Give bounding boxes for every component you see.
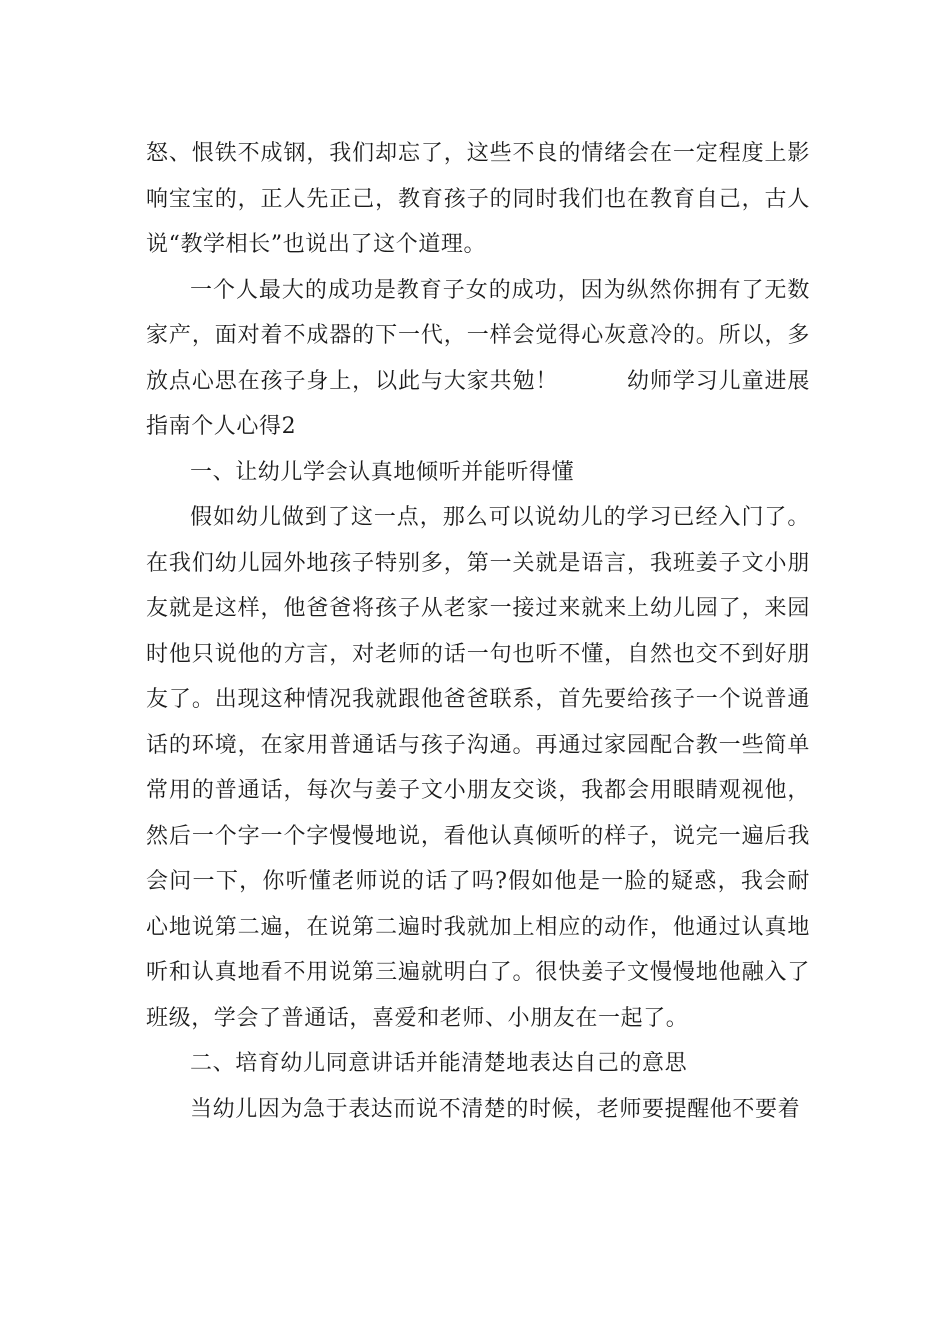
document-body [146,131,810,1132]
paragraph-2: 一个人最大的成功是教育子女的成功，因为纵然你拥有了无数家产，面对着不成器的下一代，一样会觉得心灰意冷的。所以，多放点心思在孩子身上，以此与大家共勉！ 幼师学习儿童进展指南个人心得2 [146,277,810,439]
section-heading-2: 二、培育幼儿同意讲话并能清楚地表达自己的意思 [190,1051,688,1076]
paragraph-1: 怒、恨铁不成钢，我们却忘了，这些不良的情绪会在一定程度上影响宝宝的，正人先正己，教育孩子的同时我们也在教育自己，古人说“教学相长”也说出了这个道理。 [146,141,810,257]
paragraph-4: 当幼儿因为急于表达而说不清楚的时候，老师要提醒他不要着 [190,1096,801,1122]
section-heading-1: 一、让幼儿学会认真地倾听并能听得懂 [190,459,575,485]
paragraph-3: 假如幼儿做到了这一点，那么可以说幼儿的学习已经入门了。在我们幼儿园外地孩子特别多，第一关就是语言，我班姜子文小朋友就是这样，他爸爸将孩子从老家一接过来就来上幼儿园了，来园时他只说他的方言，对老师的话一句也听不懂，自然也交不到好朋友了。出现这种情况我就跟他爸爸联系，首先要给孩子一个说普通话的环境，在家用普通话与孩子沟通。再通过家园配合教一些简单常用的普通话，每次与姜子文小朋友交谈，我都会用眼睛观视他，然后一个字一个字慢慢地说，看他认真倾听的样子，说完一遍后我会问一下，你听懂老师说的话了吗?假如他是一脸的疑惑，我会耐心地说第二遍，在说第二遍时我就加上相应的动作，他通过认真地听和认真地看不用说第三遍就明白了。很快姜子文慢慢地他融入了班级，学会了普通话，喜爱和老师、小朋友在一起了。 [146,505,810,1031]
